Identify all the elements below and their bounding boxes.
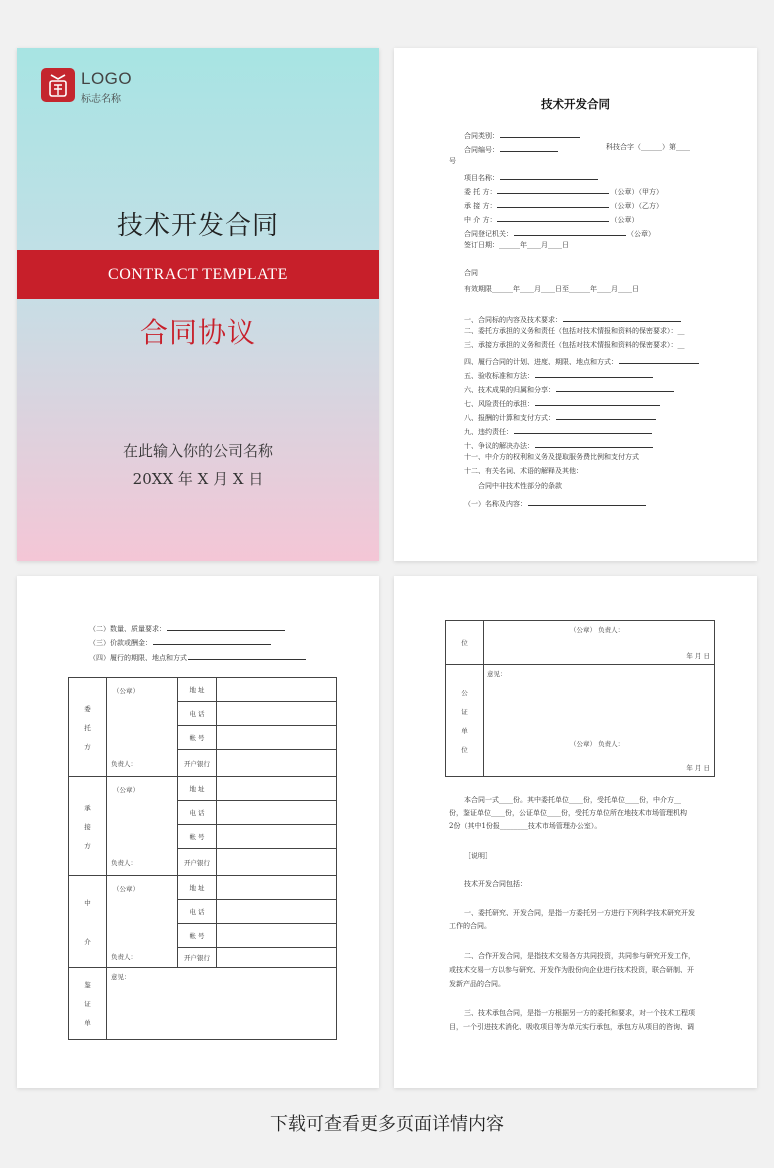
hao-label: 号 [449,157,456,165]
party-seal-cell: （公章） 负责人： [107,777,178,876]
table-row [446,665,715,777]
cover-title: 技术开发合同 [116,211,279,241]
field-label: 电 话 [178,900,217,924]
term-item: （三）价款或酬金： [89,637,272,647]
field-value[interactable] [217,801,337,825]
field-label: 地 址 [178,876,217,900]
term-item: （一）名称及内容： [464,498,647,508]
signed-date: 签订日期：______年____月____日 [464,241,569,249]
logo-subtitle: 标志名称 [81,94,121,105]
logo-icon [41,68,75,102]
field-value[interactable] [217,876,337,900]
field-label: 电 话 [178,702,217,726]
project-label: 项目名称： [464,172,599,182]
middle-label: 中 介 方： （公章） [464,216,639,224]
logo-text: LOGO [81,69,133,88]
para-line: 三、技术承包合同，是指一方根据另一方的委托和要求，对一个技术工程项 [464,1009,695,1017]
field-value[interactable] [217,825,337,849]
term-item: 五、验收标准和方法： [464,370,654,380]
term-item: 十二、有关名词、术语的解释及其他： [464,467,583,475]
table-row [446,621,715,665]
party-seal-cell: （公章） 负责人： [107,678,178,777]
para-line: 一、委托研究、开发合同，是指一方委托另一方进行下列科学技术研究开发 [464,909,695,917]
field-value[interactable] [217,849,337,876]
party-label: 中 介 [69,876,107,968]
term-item: 合同中非技术性部分的条款 [478,482,562,490]
para-line: 目，一个引进技术消化、吸收项目等为单元实行承包，承包方从项目的咨询、调 [449,1023,694,1031]
field-value[interactable] [217,678,337,702]
intro-text: 技术开发合同包括： [464,880,527,888]
cover-subtitle: 合同协议 [139,316,256,349]
para-line: 发新产品的合同。 [449,980,505,988]
footer-caption: 下载可查看更多页面详情内容 [270,1114,504,1135]
contract-page-2 [17,576,379,1088]
term-item: 十一、中介方的权利和义务及提取服务费比例和支付方式 [464,453,639,461]
term-item: 三、承接方承担的义务和责任（包括对技术情报和资料的保密要求）：__ [464,341,685,349]
page-title: 技术开发合同 [541,97,610,111]
term-item: （二）数量、质量要求： [89,623,286,633]
party-label: 承 接 方 [69,777,107,876]
field-label: 电 话 [178,801,217,825]
copies-line: 本合同一式____份。其中委托单位____份，受托单位____份，中介方__ [464,796,681,804]
term-item: 一、合同标的内容及技术要求： [464,314,682,324]
verify-opinion[interactable]: 意见： [107,968,337,1040]
unit-label: 位 [446,621,484,665]
field-value[interactable] [217,924,337,948]
party-label: 委 托 方 [69,678,107,777]
para-line: 或技术交易一方以参与研究、开发作为股份向企业进行技术投资，联合研制、开 [449,966,694,974]
valid-period: 有效期限______年____月____日至______年____月____日 [464,285,639,293]
cover-band [17,250,379,299]
field-value[interactable] [217,726,337,750]
contract-page-1 [394,48,757,561]
registry-label: 合同登记机关： （公章） [464,230,655,238]
verify-label: 鉴 证 单 [69,968,107,1040]
term-item: 四、履行合同的计划、进度、期限、地点和方式： [464,356,700,366]
kj-label: 科技合字（______）第____ [606,143,690,151]
field-value[interactable] [217,750,337,777]
contract-type-label: 合同类别： [464,130,581,140]
term-item: 九、违约责任： [464,426,653,436]
field-label: 地 址 [178,678,217,702]
para-line: 二、合作开发合同，是指技术交易各方共同投资，共同参与研究开发工作， [464,952,695,960]
cover-company: 在此输入你的公司名称 [122,442,273,460]
field-label: 帐 号 [178,924,217,948]
contract-no-label: 合同编号： [464,144,559,154]
notary-label: 公 证 单 位 [446,665,484,777]
table-row [69,777,337,801]
notary-table [445,620,715,777]
cover-band-text: CONTRACT TEMPLATE [108,266,288,283]
copies-line: 2份（其中1份报________技术市场管理办公室）。 [449,822,602,830]
term-item: （四）履行的期限、地点和方式 [89,652,307,662]
term-item: 十、争议的解决办法： [464,440,654,450]
field-value[interactable] [217,948,337,968]
term-item: 六、技术成果的归属和分享： [464,384,675,394]
field-label: 开户银行 [178,750,217,777]
field-value[interactable] [217,900,337,924]
contract-label: 合同 [464,269,478,277]
field-label: 帐 号 [178,726,217,750]
copies-line: 份，鉴证单位____份，公证单位____份，受托方单位所在地技术市场管理机构 [449,809,687,817]
table-row [69,876,337,900]
field-value[interactable] [217,777,337,801]
contractor-label: 承 接 方： （公章）（乙方） [464,202,663,210]
field-label: 地 址 [178,777,217,801]
table-row [69,678,337,702]
contract-page-3 [394,576,757,1088]
note-heading: ［说明］ [464,852,492,860]
field-label: 帐 号 [178,825,217,849]
term-item: 八、报酬的计算和支付方式： [464,412,657,422]
term-item: 七、风险责任的承担： [464,398,661,408]
unit-cell[interactable]: （公章） 负责人： 年 月 日 [484,621,715,665]
party-seal-cell: （公章） 负责人： [107,876,178,968]
cover-date: 20XX 年 X 月 X 日 [132,470,264,488]
field-label: 开户银行 [178,948,217,968]
parties-table [68,677,337,1040]
cover-page [17,48,379,561]
notary-cell[interactable]: 意见： （公章） 负责人： 年 月 日 [484,665,715,777]
term-item: 二、委托方承担的义务和责任（包括对技术情报和资料的保密要求）：__ [464,327,685,335]
client-label: 委 托 方： （公章）（甲方） [464,188,663,196]
field-value[interactable] [217,702,337,726]
table-row [69,968,337,1040]
field-label: 开户银行 [178,849,217,876]
para-line: 工作的合同。 [449,922,491,930]
